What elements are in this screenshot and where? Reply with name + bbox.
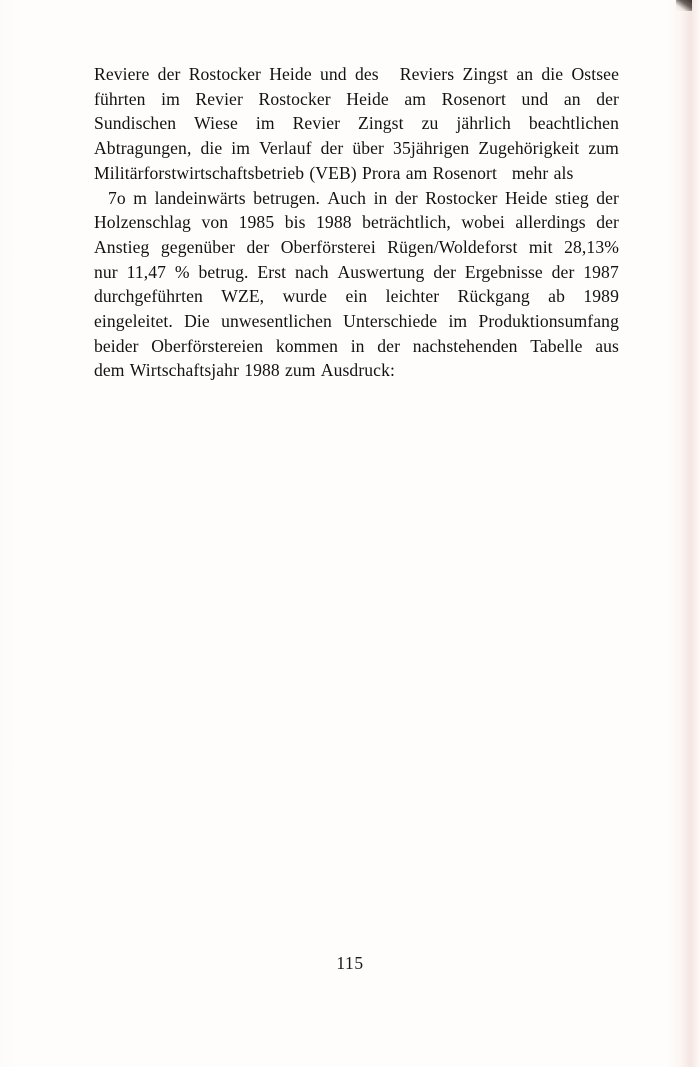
text-word: 1985: [238, 212, 275, 233]
page-number: 115: [336, 953, 364, 973]
text-word: jährlich: [456, 113, 511, 134]
text-word: die: [541, 64, 564, 84]
text-word: Rückgang: [457, 286, 530, 307]
text-word: mit: [528, 236, 553, 257]
text-word: der: [596, 212, 619, 233]
text-word: der: [433, 261, 457, 282]
text-word: und: [320, 64, 347, 84]
text-word: der: [596, 88, 619, 109]
text-line: [94, 358, 619, 383]
text-word: Oberförstereien: [151, 335, 264, 356]
text-word: [387, 62, 392, 87]
text-word: nachstehenden: [412, 335, 518, 356]
text-word: Produktionsumfang: [478, 311, 619, 332]
text-word: 1989: [583, 286, 619, 307]
text-word: Zingst: [358, 113, 404, 134]
text-word: Heide: [504, 187, 548, 208]
text-word: Rosenort: [441, 88, 506, 109]
text-word: Wiese: [194, 113, 238, 134]
scan-right-edge-shadow: [666, 0, 700, 1067]
text-word: WZE,: [221, 286, 265, 307]
text-word: Ausdruck:: [320, 360, 395, 381]
text-word: (VEB): [309, 162, 357, 183]
text-word: am: [405, 162, 428, 183]
text-word: zu: [421, 113, 439, 134]
text-word: zum: [285, 360, 316, 381]
text-word: aus: [595, 335, 619, 356]
text-word: 28,13%: [564, 236, 619, 257]
text-word: im: [255, 113, 275, 134]
text-word: ein: [345, 286, 368, 307]
text-word: Prora: [361, 162, 401, 183]
text-word: ab: [548, 286, 565, 307]
text-line: [94, 186, 619, 211]
text-word: Rosenort: [432, 162, 497, 183]
text-line: [94, 309, 619, 334]
text-word: Auswertung: [337, 261, 425, 282]
text-word: Ostsee: [571, 64, 619, 84]
text-word: 11,47: [126, 261, 167, 282]
text-word: im: [161, 88, 180, 109]
text-line: [94, 62, 619, 87]
text-word: Sundischen: [94, 113, 177, 134]
text-word: Unterschiede: [343, 311, 438, 332]
text-word: stieg: [554, 187, 589, 208]
text-word: kommen: [275, 335, 338, 356]
text-word: bis: [284, 212, 306, 233]
text-word: Rügen/Woldeforst: [387, 236, 518, 257]
text-word: 7o: [108, 187, 126, 208]
text-word: Revier: [195, 88, 243, 109]
text-word: Holzenschlag: [94, 212, 191, 233]
text-word: 1988: [316, 212, 352, 233]
text-word: eingeleitet.: [94, 311, 173, 332]
text-line: [94, 87, 619, 112]
text-word: nur: [94, 261, 118, 282]
text-word: an: [563, 88, 581, 109]
text-word: [502, 161, 507, 186]
text-word: betrugen.: [253, 187, 321, 208]
text-word: beträchtlich,: [362, 212, 451, 233]
text-word: Heide: [269, 64, 312, 84]
text-word: in: [350, 335, 365, 356]
scan-left-edge-shadow: [0, 0, 18, 1067]
text-word: Verlauf: [259, 138, 312, 159]
text-word: landeinwärts: [154, 187, 246, 208]
text-word: leichter: [385, 286, 440, 307]
scan-corner-artifact: [676, 0, 692, 11]
text-word: im: [448, 311, 468, 332]
text-word: Rostocker: [258, 88, 331, 109]
text-word: durchgeführten: [94, 286, 203, 307]
text-word: führten: [94, 88, 146, 109]
text-word: der: [394, 187, 418, 208]
text-word: Oberförsterei: [280, 236, 376, 257]
text-word: der: [377, 335, 401, 356]
text-word: 1987: [583, 261, 619, 282]
text-word: der: [157, 64, 181, 84]
text-line: [94, 334, 619, 359]
text-word: wurde: [282, 286, 328, 307]
text-line: [94, 111, 619, 136]
text-word: %: [174, 261, 190, 282]
text-word: im: [231, 138, 251, 159]
text-word: allerdings: [515, 212, 586, 233]
text-line: [94, 210, 619, 235]
text-word: gegenüber: [160, 236, 236, 257]
text-line: [94, 161, 619, 186]
text-word: mehr: [511, 162, 549, 183]
text-word: Abtragungen,: [94, 138, 192, 159]
text-word: Militärforstwirtschaftsbetrieb: [94, 162, 305, 183]
text-line: [94, 260, 619, 285]
text-word: des: [354, 64, 379, 84]
text-line: [94, 235, 619, 260]
text-word: Anstieg: [94, 236, 150, 257]
text-word: an: [516, 64, 534, 84]
text-word: Die: [184, 311, 210, 332]
text-word: dem: [94, 360, 125, 381]
text-word: Revier: [292, 113, 341, 134]
text-word: der: [551, 261, 575, 282]
body-paragraph: [94, 62, 619, 383]
text-word: Erst: [257, 261, 287, 282]
text-word: Ergebnisse: [464, 261, 543, 282]
text-word: in: [373, 187, 388, 208]
text-word: 35jährigen: [393, 138, 470, 159]
text-word: unwesentlichen: [221, 311, 332, 332]
text-line: [94, 284, 619, 309]
text-word: beider: [94, 335, 139, 356]
text-word: Zingst: [462, 64, 509, 84]
text-line: [94, 136, 619, 161]
text-word: Rostocker: [425, 187, 498, 208]
text-word: nach: [294, 261, 329, 282]
text-word: 1988: [244, 360, 280, 381]
text-word: Rostocker: [188, 64, 261, 84]
text-word: Reviers: [399, 64, 455, 84]
text-word: über: [352, 138, 385, 159]
text-word: wobei: [461, 212, 505, 233]
text-word: der: [596, 187, 619, 208]
text-word: der: [246, 236, 270, 257]
text-word: die: [200, 138, 223, 159]
text-word: Reviere: [94, 64, 150, 84]
text-word: Tabelle: [530, 335, 583, 356]
text-word: Heide: [346, 88, 389, 109]
text-word: und: [521, 88, 549, 109]
text-word: als: [553, 162, 574, 183]
text-word: am: [404, 88, 427, 109]
text-word: Zugehörigkeit: [478, 138, 580, 159]
text-word: Auch: [327, 187, 367, 208]
text-word: der: [320, 138, 344, 159]
text-word: beachtlichen: [528, 113, 619, 134]
text-word: betrug.: [198, 261, 249, 282]
text-word: m: [133, 187, 148, 208]
text-word: zum: [588, 138, 619, 159]
text-word: Wirtschaftsjahr: [129, 360, 240, 381]
text-word: von: [201, 212, 229, 233]
